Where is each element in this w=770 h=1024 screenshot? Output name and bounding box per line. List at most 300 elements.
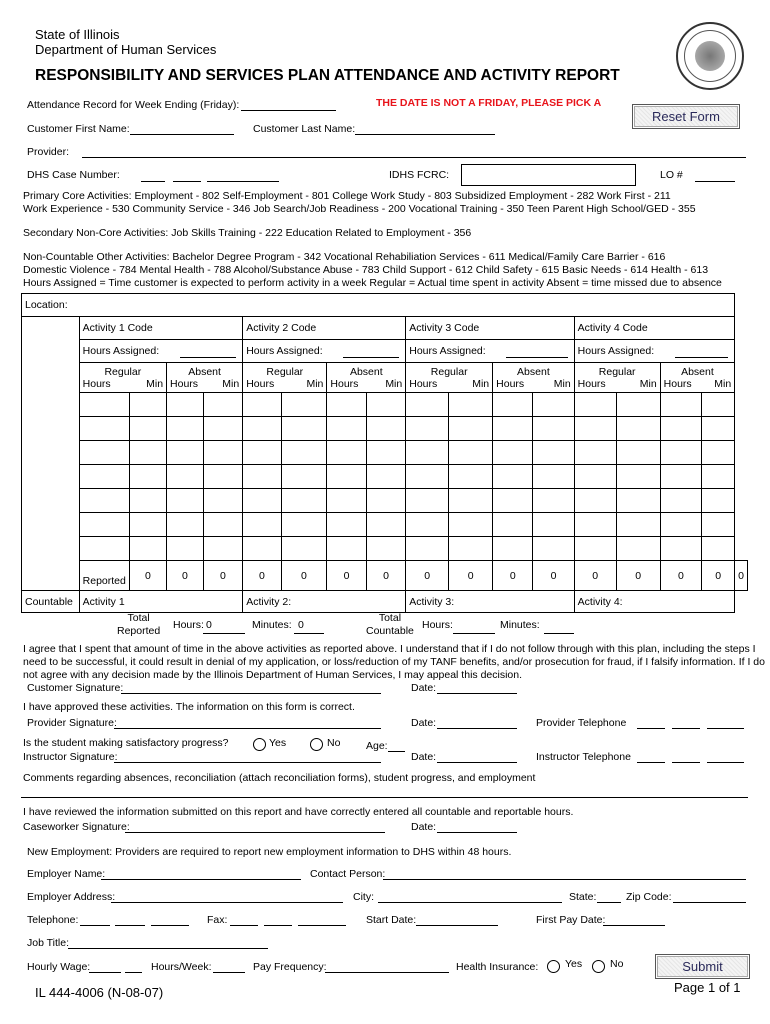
customer-first-name-label: Customer First Name: [27,123,130,135]
time-cell[interactable] [660,417,701,441]
regular-label: Regular [430,365,468,378]
provider-signature-field[interactable] [114,728,381,729]
agreement-line-1: I agree that I spent that amount of time in the above activities as reported above. I understand that if I do not follow through with this plan, including the steps I [23,643,756,655]
reset-form-label: Reset Form [634,106,738,127]
time-cell[interactable] [327,489,366,513]
time-entry-row [22,465,748,489]
time-cell[interactable] [281,417,327,441]
time-cell[interactable] [243,441,281,465]
activity-4-code-label: Activity 4 Code [577,322,648,334]
regular-label: Regular [104,365,142,378]
time-cell[interactable] [574,513,616,537]
total-countable-minutes-label: Minutes: [500,619,540,631]
secondary-activities: Secondary Non-Core Activities: Job Skills Training - 222 Education Related to Employment - 356 [23,227,472,239]
contact-person-label: Contact Person: [310,868,386,880]
idhs-fcrc-label: IDHS FCRC: [389,169,450,181]
zip-code-field[interactable] [673,902,746,903]
hourly-wage-cents[interactable] [125,972,142,973]
start-date-field[interactable] [416,925,498,926]
countable-activity-2-label: Activity 2: [246,595,292,608]
employer-address-label: Employer Address: [27,891,116,903]
time-entry-row [22,537,748,561]
progress-yes-radio[interactable] [253,738,266,751]
min-label: Min [553,377,571,390]
date-warning: THE DATE IS NOT A FRIDAY, PLEASE PICK A [376,97,602,109]
hours-label: Hours [330,377,359,390]
time-cell[interactable] [616,465,660,489]
time-cell[interactable] [167,513,204,537]
age-field[interactable] [388,751,405,752]
time-cell[interactable] [660,537,701,561]
hourly-wage-dollars[interactable] [89,972,121,973]
absent-label: Absent [349,365,383,378]
time-cell[interactable] [574,465,616,489]
time-cell[interactable] [167,441,204,465]
hours-assigned-label: Hours Assigned: [409,345,486,357]
time-cell[interactable] [203,513,243,537]
time-entry-row [22,513,748,537]
time-entry-row [22,441,748,465]
reported-value: 0 [493,561,533,591]
time-cell[interactable] [406,537,449,561]
total-reported-minutes-value[interactable]: 0 [298,619,304,631]
hours-label: Hours [82,377,111,390]
time-cell[interactable] [366,489,405,513]
time-cell[interactable] [533,465,574,489]
countable-activity-1[interactable] [79,591,243,613]
activity-2-code[interactable] [243,317,406,340]
min-label: Min [385,377,403,390]
time-cell[interactable] [493,489,533,513]
time-cell[interactable] [449,393,493,417]
health-insurance-label: Health Insurance: [456,961,539,973]
time-cell[interactable] [449,465,493,489]
time-cell[interactable] [493,417,533,441]
time-cell[interactable] [281,393,327,417]
time-cell[interactable] [366,513,405,537]
total-countable-label [366,612,414,638]
countable-label [22,591,80,613]
start-date-label: Start Date: [366,914,417,926]
reported-value: 0 [660,561,701,591]
time-cell[interactable] [616,417,660,441]
insurance-yes-radio[interactable] [547,960,560,973]
time-cell[interactable] [327,465,366,489]
time-cell[interactable] [702,393,735,417]
time-cell[interactable] [702,513,735,537]
hours-assigned-row [22,340,748,363]
page-number: Page 1 of 1 [674,980,741,995]
time-cell[interactable] [203,393,243,417]
time-cell[interactable] [327,441,366,465]
time-cell[interactable] [167,465,204,489]
comments-divider [21,797,748,798]
fax-area[interactable] [230,925,258,926]
insurance-no-label: No [610,958,624,970]
time-cell[interactable] [167,393,204,417]
instructor-phone-line[interactable] [707,762,744,763]
time-cell[interactable] [327,393,366,417]
min-label: Min [714,377,732,390]
time-cell[interactable] [79,489,129,513]
agreement-line-2: need to be successful, it could result in denial of my application, or loss/reduction of my TANF benefits, and/or prosecution for fraud, if I falsify information. If I do [23,656,765,668]
reported-value: 0 [616,561,660,591]
time-cell[interactable] [449,537,493,561]
location-label: Location: [25,299,68,311]
lo-number-field[interactable] [695,181,735,182]
reset-form-button[interactable] [632,104,740,129]
time-cell[interactable] [616,441,660,465]
countable-activity-3[interactable] [406,591,574,613]
time-cell[interactable] [129,417,166,441]
time-entry-row [22,417,748,441]
week-ending-field[interactable] [241,110,336,111]
time-cell[interactable] [366,441,405,465]
time-cell[interactable] [281,465,327,489]
time-cell[interactable] [449,441,493,465]
activity-3-code[interactable] [406,317,574,340]
time-cell[interactable] [406,513,449,537]
time-cell[interactable] [616,537,660,561]
telephone-prefix[interactable] [115,925,145,926]
reported-value: 0 [702,561,735,591]
instructor-telephone-label: Instructor Telephone [536,751,631,763]
absent-label: Absent [188,365,221,378]
contact-person-field[interactable] [383,879,746,880]
noncountable-activities-line-1: Non-Countable Other Activities: Bachelor Degree Program - 342 Vocational Rehabiliation Services - 611 Medical/Family Care Barrier - 616 [23,251,666,263]
week-ending-label: Attendance Record for Week Ending (Friday): [27,99,240,111]
progress-no-label: No [327,737,341,749]
dhs-case-field-3[interactable] [207,181,279,182]
time-cell[interactable] [327,537,366,561]
countable-activity-4-label: Activity 4: [577,595,623,608]
time-cell[interactable] [406,489,449,513]
time-cell[interactable] [79,465,129,489]
countable-row [22,591,748,613]
total-reported-hours-value[interactable]: 0 [206,619,212,631]
total-reported-hours-label: Hours: [173,619,204,631]
reported-value: 0 [533,561,574,591]
time-cell[interactable] [167,417,204,441]
progress-question: Is the student making satisfactory progress? [23,737,229,749]
time-cell[interactable] [406,393,449,417]
time-cell[interactable] [203,489,243,513]
countable-label-text: Countable [25,595,73,608]
telephone-label: Telephone: [27,914,79,926]
insurance-no-radio[interactable] [592,960,605,973]
instructor-signature-label: Instructor Signature: [23,751,118,763]
time-cell[interactable] [449,489,493,513]
time-cell[interactable] [702,489,735,513]
hours-per-week-field[interactable] [213,972,245,973]
time-cell[interactable] [660,465,701,489]
provider-field[interactable] [82,157,746,158]
telephone-area[interactable] [80,925,110,926]
time-cell[interactable] [79,417,129,441]
fax-line[interactable] [298,925,346,926]
location-cell[interactable] [22,294,735,317]
progress-no-radio[interactable] [310,738,323,751]
time-cell[interactable] [660,441,701,465]
time-cell[interactable] [449,513,493,537]
instructor-date-field[interactable] [437,762,517,763]
time-cell[interactable] [366,393,405,417]
time-cell[interactable] [243,465,281,489]
absent-header [327,363,406,393]
time-cell[interactable] [327,417,366,441]
dhs-case-field-2[interactable] [173,181,201,182]
time-cell[interactable] [574,441,616,465]
provider-phone-area[interactable] [637,728,665,729]
regular-header [574,363,660,393]
reported-value: 0 [129,561,166,591]
time-cell[interactable] [406,465,449,489]
first-pay-date-label: First Pay Date: [536,914,606,926]
time-cell[interactable] [243,393,281,417]
first-pay-date-field[interactable] [603,925,665,926]
time-cell[interactable] [616,393,660,417]
progress-yes-label: Yes [269,737,287,749]
reported-value: 0 [243,561,281,591]
time-cell[interactable] [281,537,327,561]
reported-value: 0 [574,561,616,591]
time-cell[interactable] [79,393,129,417]
time-cell[interactable] [243,537,281,561]
activity-4-hours-assigned[interactable] [574,340,734,363]
employer-address-field[interactable] [111,902,343,903]
activity-code-row [22,317,748,340]
time-cell[interactable] [79,441,129,465]
absent-label: Absent [517,365,550,378]
regular-header [243,363,327,393]
city-label: City: [353,891,374,903]
time-cell[interactable] [533,393,574,417]
customer-last-name-field[interactable] [355,134,495,135]
zip-code-label: Zip Code: [626,891,672,903]
reported-value: 0 [281,561,327,591]
total-countable-hours-label: Hours: [422,619,453,631]
state-label: State: [569,891,597,903]
provider-telephone-label: Provider Telephone [536,717,627,729]
time-cell[interactable] [406,417,449,441]
countable-activity-2[interactable] [243,591,406,613]
time-cell[interactable] [281,513,327,537]
absent-header [167,363,243,393]
provider-date-field[interactable] [437,728,517,729]
total-reported-minutes-field[interactable] [294,633,324,634]
hours-definitions: Hours Assigned = Time customer is expected to perform activity in a week Regular = Actual time spent in activity Absent = time missed due to absence [23,277,722,289]
time-cell[interactable] [167,537,204,561]
time-cell[interactable] [281,489,327,513]
time-cell[interactable] [129,489,166,513]
time-cell[interactable] [129,465,166,489]
employer-name-field[interactable] [101,879,301,880]
time-cell[interactable] [574,393,616,417]
total-countable-minutes-field[interactable] [544,633,574,634]
time-cell[interactable] [660,513,701,537]
hours-per-week-label: Hours/Week: [151,961,212,973]
time-cell[interactable] [574,489,616,513]
time-cell[interactable] [129,513,166,537]
regular-label: Regular [266,365,304,378]
reported-label [79,561,129,591]
customer-signature-field[interactable] [121,693,381,694]
time-cell[interactable] [574,537,616,561]
min-label: Min [472,377,490,390]
time-cell[interactable] [281,441,327,465]
time-cell[interactable] [493,465,533,489]
hours-assigned-label: Hours Assigned: [246,345,323,357]
time-cell[interactable] [493,441,533,465]
noncountable-activities-line-2: Domestic Violence - 784 Mental Health - 788 Alcohol/Substance Abuse - 783 Child Support - 612 Child Safety - 615 Basic Needs - 614 Health - 613 [23,264,709,276]
total-countable-line-1: Total [378,612,402,624]
fax-label: Fax: [207,914,228,926]
time-entry-row [22,393,748,417]
customer-date-label: Date: [411,682,437,694]
hours-label: Hours [409,377,438,390]
time-cell[interactable] [243,489,281,513]
time-cell[interactable] [533,513,574,537]
time-cell[interactable] [129,393,166,417]
caseworker-date-label: Date: [411,821,437,833]
time-cell[interactable] [702,537,735,561]
time-cell[interactable] [366,417,405,441]
time-cell[interactable] [366,537,405,561]
time-cell[interactable] [203,537,243,561]
activity-1-code-label: Activity 1 Code [82,322,153,334]
telephone-line[interactable] [151,925,189,926]
reported-row [22,561,748,591]
caseworker-review-text: I have reviewed the information submitted on this report and have correctly entered all countable and reportable hours. [23,806,574,818]
state-field[interactable] [597,902,621,903]
time-cell[interactable] [327,513,366,537]
instructor-phone-area[interactable] [637,762,665,763]
employer-name-label: Employer Name: [27,868,106,880]
primary-activities-line-1: Primary Core Activities: Employment - 802 Self-Employment - 801 College Work Study - 803 Subsidized Employment - 282 Work First - 211 [23,190,671,202]
time-cell[interactable] [702,465,735,489]
time-cell[interactable] [493,393,533,417]
time-cell[interactable] [702,417,735,441]
time-cell[interactable] [129,537,166,561]
time-cell[interactable] [702,441,735,465]
hourly-wage-label: Hourly Wage: [27,961,91,973]
activity-1-hours-assigned[interactable] [79,340,243,363]
time-cell[interactable] [449,417,493,441]
total-reported-line-2: Reported [117,625,161,637]
time-cell[interactable] [167,489,204,513]
reported-value: 0 [327,561,366,591]
fax-prefix[interactable] [264,925,292,926]
pay-frequency-field[interactable] [325,972,449,973]
reported-value: 0 [735,561,748,591]
time-cell[interactable] [533,441,574,465]
primary-activities-line-2: Work Experience - 530 Community Service - 346 Job Search/Job Readiness - 200 Vocational Training - 350 Teen Parent High School/GED - 355 [23,203,696,215]
time-cell[interactable] [616,513,660,537]
state-seal-icon [676,22,744,90]
time-cell[interactable] [203,465,243,489]
time-entry-row [22,489,748,513]
time-cell[interactable] [533,537,574,561]
time-cell[interactable] [366,465,405,489]
job-title-label: Job Title: [27,937,70,949]
time-cell[interactable] [493,537,533,561]
caseworker-signature-label: Caseworker Signature: [23,821,130,833]
time-cell[interactable] [243,513,281,537]
customer-last-name-label: Customer Last Name: [253,123,356,135]
time-cell[interactable] [203,417,243,441]
total-countable-hours-field[interactable] [453,633,495,634]
total-countable-line-2: Countable [366,625,414,637]
dhs-case-field-1[interactable] [141,181,165,182]
city-field[interactable] [378,902,562,903]
provider-signature-label: Provider Signature: [27,717,117,729]
instructor-signature-field[interactable] [114,762,381,763]
activity-2-hours-assigned[interactable] [243,340,406,363]
activity-2-code-label: Activity 2 Code [246,322,317,334]
insurance-yes-label: Yes [565,958,583,970]
time-cell[interactable] [129,441,166,465]
total-reported-hours-field[interactable] [203,633,245,634]
caseworker-date-field[interactable] [437,832,517,833]
activity-3-code-label: Activity 3 Code [409,322,480,334]
provider-phone-line[interactable] [707,728,744,729]
total-reported-label [117,612,160,638]
activity-3-hours-assigned[interactable] [406,340,574,363]
form-title: RESPONSIBILITY AND SERVICES PLAN ATTENDANCE AND ACTIVITY REPORT [35,67,620,84]
total-reported-line-1: Total [127,612,150,624]
time-cell[interactable] [406,441,449,465]
countable-activity-4[interactable] [574,591,734,613]
hours-label: Hours [577,377,606,390]
customer-first-name-field[interactable] [130,134,234,135]
time-cell[interactable] [203,441,243,465]
caseworker-signature-field[interactable] [125,832,385,833]
customer-date-field[interactable] [437,693,517,694]
comments-label: Comments regarding absences, reconciliation (attach reconciliation forms), student progress, and employment [23,772,536,784]
instructor-phone-prefix[interactable] [672,762,700,763]
activity-4-code[interactable] [574,317,734,340]
time-cell[interactable] [493,513,533,537]
reported-value: 0 [449,561,493,591]
job-title-field[interactable] [68,948,268,949]
reported-value: 0 [366,561,405,591]
provider-phone-prefix[interactable] [672,728,700,729]
instructor-date-label: Date: [411,751,437,763]
time-cell[interactable] [79,537,129,561]
time-cell[interactable] [660,393,701,417]
time-cell[interactable] [574,417,616,441]
time-cell[interactable] [243,417,281,441]
submit-button[interactable] [655,954,750,979]
absent-header [660,363,734,393]
time-cell[interactable] [616,489,660,513]
location-row [22,294,748,317]
hours-assigned-label: Hours Assigned: [577,345,655,357]
attendance-table [21,293,748,613]
idhs-fcrc-field[interactable] [461,164,636,186]
submit-label: Submit [657,956,748,977]
time-cell[interactable] [533,489,574,513]
provider-label: Provider: [27,146,70,158]
reported-value: 0 [406,561,449,591]
activity-1-code[interactable] [79,317,243,340]
time-cell[interactable] [79,513,129,537]
time-cell[interactable] [533,417,574,441]
min-label: Min [306,377,324,390]
countable-activity-1-label: Activity 1 [82,595,125,608]
regular-absent-header-row [22,363,748,393]
time-cell[interactable] [660,489,701,513]
